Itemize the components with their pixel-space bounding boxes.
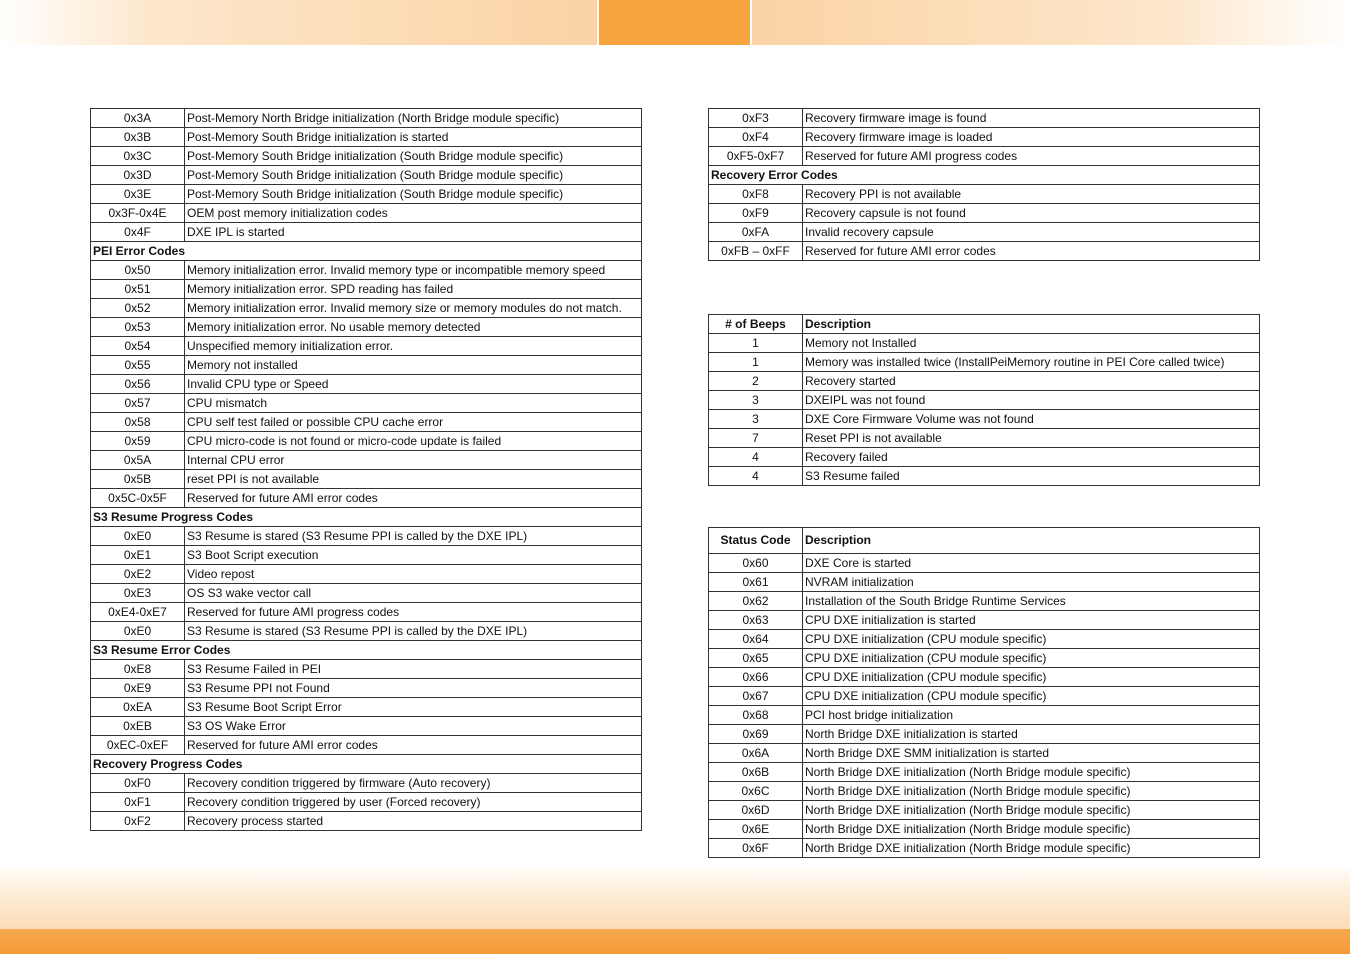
description-cell: Memory initialization error. SPD reading has failed — [185, 280, 642, 299]
table-row — [91, 603, 642, 622]
table-row — [91, 679, 642, 698]
table-row — [91, 299, 642, 318]
code-cell: 0xF2 — [91, 812, 185, 831]
description-cell: Installation of the South Bridge Runtime Services — [803, 592, 1260, 611]
description-cell: Post-Memory South Bridge initialization (South Bridge module specific) — [185, 147, 642, 166]
description-cell: Recovery capsule is not found — [803, 204, 1260, 223]
section-title: S3 Resume Progress Codes — [91, 508, 642, 527]
table-row — [709, 592, 1260, 611]
code-cell: 4 — [709, 467, 803, 486]
table-row — [91, 546, 642, 565]
code-cell: 0x66 — [709, 668, 803, 687]
header-band-right — [752, 0, 1350, 45]
code-cell: 0x50 — [91, 261, 185, 280]
table-row — [91, 413, 642, 432]
table-row — [709, 687, 1260, 706]
table-row — [709, 372, 1260, 391]
table-body — [709, 334, 1260, 486]
recovery-codes-table — [708, 108, 1260, 261]
code-cell: 0x6D — [709, 801, 803, 820]
code-cell: 3 — [709, 410, 803, 429]
description-cell: NVRAM initialization — [803, 573, 1260, 592]
table-row — [709, 554, 1260, 573]
table-row — [91, 261, 642, 280]
header-row — [709, 315, 1260, 334]
header-row — [709, 528, 1260, 554]
code-cell: 0xE4-0xE7 — [91, 603, 185, 622]
code-cell: 0xF5-0xF7 — [709, 147, 803, 166]
table-row — [91, 774, 642, 793]
code-cell: 0xE2 — [91, 565, 185, 584]
table-row — [709, 448, 1260, 467]
code-cell: 0xE8 — [91, 660, 185, 679]
description-cell: Memory not Installed — [803, 334, 1260, 353]
code-cell: 0x57 — [91, 394, 185, 413]
code-cell: 0x5C-0x5F — [91, 489, 185, 508]
code-cell: 0xE3 — [91, 584, 185, 603]
table-row — [709, 820, 1260, 839]
description-cell: Reserved for future AMI error codes — [185, 489, 642, 508]
column-header-status-code: Status Code — [709, 528, 803, 554]
description-cell: OS S3 wake vector call — [185, 584, 642, 603]
code-cell: 0x6C — [709, 782, 803, 801]
code-cell: 0xF8 — [709, 185, 803, 204]
table-row — [91, 622, 642, 641]
table-row — [709, 185, 1260, 204]
table-row — [709, 391, 1260, 410]
header-band-left — [0, 0, 597, 45]
code-cell: 0x53 — [91, 318, 185, 337]
table-row — [709, 353, 1260, 372]
table-row — [709, 744, 1260, 763]
description-cell: DXEIPL was not found — [803, 391, 1260, 410]
code-cell: 0xF3 — [709, 109, 803, 128]
table-row — [91, 660, 642, 679]
table-row — [709, 109, 1260, 128]
code-cell: 1 — [709, 334, 803, 353]
code-cell: 0xE1 — [91, 546, 185, 565]
description-cell: Reserved for future AMI progress codes — [185, 603, 642, 622]
code-cell: 7 — [709, 429, 803, 448]
table-row — [91, 451, 642, 470]
table-row — [709, 782, 1260, 801]
description-cell: Reserved for future AMI progress codes — [803, 147, 1260, 166]
pei-status-codes-table — [90, 108, 642, 831]
description-cell: S3 Resume is stared (S3 Resume PPI is called by the DXE IPL) — [185, 527, 642, 546]
table-row — [709, 801, 1260, 820]
code-cell: 0x52 — [91, 299, 185, 318]
code-cell: 0xEA — [91, 698, 185, 717]
description-cell: North Bridge DXE initialization is started — [803, 725, 1260, 744]
description-cell: Memory initialization error. Invalid memory type or incompatible memory speed — [185, 261, 642, 280]
description-cell: North Bridge DXE initialization (North Bridge module specific) — [803, 801, 1260, 820]
description-cell: S3 Resume Failed in PEI — [185, 660, 642, 679]
description-cell: Recovery firmware image is found — [803, 109, 1260, 128]
description-cell: Recovery firmware image is loaded — [803, 128, 1260, 147]
table-row — [709, 706, 1260, 725]
table-row — [91, 109, 642, 128]
table-row — [91, 489, 642, 508]
code-cell: 0xFA — [709, 223, 803, 242]
description-cell: Recovery condition triggered by firmware (Auto recovery) — [185, 774, 642, 793]
code-cell: 0x58 — [91, 413, 185, 432]
description-cell: Invalid CPU type or Speed — [185, 375, 642, 394]
table-row — [91, 717, 642, 736]
table-body — [709, 554, 1260, 858]
code-cell: 0x6A — [709, 744, 803, 763]
table-row — [91, 166, 642, 185]
table-row — [91, 375, 642, 394]
table-row — [91, 337, 642, 356]
table-row — [91, 793, 642, 812]
table-row — [709, 668, 1260, 687]
description-cell: Unspecified memory initialization error. — [185, 337, 642, 356]
description-cell: Reserved for future AMI error codes — [803, 242, 1260, 261]
description-cell: North Bridge DXE initialization (North Bridge module specific) — [803, 820, 1260, 839]
description-cell: S3 OS Wake Error — [185, 717, 642, 736]
code-cell: 0x5B — [91, 470, 185, 489]
code-cell: 0x3B — [91, 128, 185, 147]
table-row — [709, 763, 1260, 782]
description-cell: North Bridge DXE SMM initialization is started — [803, 744, 1260, 763]
description-cell: CPU mismatch — [185, 394, 642, 413]
table-row — [91, 432, 642, 451]
description-cell: CPU DXE initialization (CPU module specific) — [803, 668, 1260, 687]
description-cell: Memory not installed — [185, 356, 642, 375]
table-row — [91, 565, 642, 584]
table-row — [91, 318, 642, 337]
code-cell: 0x60 — [709, 554, 803, 573]
code-cell: 0x64 — [709, 630, 803, 649]
beep-codes-table — [708, 314, 1260, 486]
section-row — [709, 166, 1260, 185]
description-cell: DXE IPL is started — [185, 223, 642, 242]
description-cell: Invalid recovery capsule — [803, 223, 1260, 242]
description-cell: CPU micro-code is not found or micro-code update is failed — [185, 432, 642, 451]
description-cell: DXE Core Firmware Volume was not found — [803, 410, 1260, 429]
table-row — [709, 334, 1260, 353]
header-tab-block — [599, 0, 750, 45]
section-title: Recovery Progress Codes — [91, 755, 642, 774]
description-cell: S3 Resume failed — [803, 467, 1260, 486]
code-cell: 0x6E — [709, 820, 803, 839]
section-title: S3 Resume Error Codes — [91, 641, 642, 660]
code-cell: 0x6F — [709, 839, 803, 858]
description-cell: North Bridge DXE initialization (North Bridge module specific) — [803, 839, 1260, 858]
table-header — [709, 528, 1260, 554]
code-cell: 0x65 — [709, 649, 803, 668]
code-cell: 0x54 — [91, 337, 185, 356]
table-row — [709, 630, 1260, 649]
description-cell: CPU self test failed or possible CPU cache error — [185, 413, 642, 432]
table-row — [709, 839, 1260, 858]
code-cell: 0xE9 — [91, 679, 185, 698]
code-cell: 0x55 — [91, 356, 185, 375]
code-cell: 0x62 — [709, 592, 803, 611]
code-cell: 0x3A — [91, 109, 185, 128]
code-cell: 0x61 — [709, 573, 803, 592]
code-cell: 0xE0 — [91, 622, 185, 641]
section-row — [91, 242, 642, 261]
code-cell: 0x6B — [709, 763, 803, 782]
description-cell: Internal CPU error — [185, 451, 642, 470]
footer-band — [0, 865, 1350, 929]
table-row — [709, 649, 1260, 668]
table-row — [91, 584, 642, 603]
footer-bar — [0, 929, 1350, 954]
code-cell: 0x56 — [91, 375, 185, 394]
code-cell: 0xEB — [91, 717, 185, 736]
description-cell: OEM post memory initialization codes — [185, 204, 642, 223]
table-header — [709, 315, 1260, 334]
code-cell: 3 — [709, 391, 803, 410]
description-cell: Post-Memory North Bridge initialization (North Bridge module specific) — [185, 109, 642, 128]
code-cell: 0xEC-0xEF — [91, 736, 185, 755]
section-title: Recovery Error Codes — [709, 166, 1260, 185]
table-row — [709, 410, 1260, 429]
table-body — [709, 109, 1260, 261]
code-cell: 4 — [709, 448, 803, 467]
column-header-description: Description — [803, 528, 1260, 554]
column-header-description: Description — [803, 315, 1260, 334]
table-row — [709, 242, 1260, 261]
code-cell: 1 — [709, 353, 803, 372]
code-cell: 0x68 — [709, 706, 803, 725]
description-cell: DXE Core is started — [803, 554, 1260, 573]
description-cell: Memory was installed twice (InstallPeiMemory routine in PEI Core called twice) — [803, 353, 1260, 372]
table-row — [709, 204, 1260, 223]
code-cell: 0xF9 — [709, 204, 803, 223]
code-cell: 0xF4 — [709, 128, 803, 147]
code-cell: 2 — [709, 372, 803, 391]
table-row — [91, 128, 642, 147]
description-cell: CPU DXE initialization is started — [803, 611, 1260, 630]
table-row — [709, 223, 1260, 242]
description-cell: reset PPI is not available — [185, 470, 642, 489]
code-cell: 0x4F — [91, 223, 185, 242]
table-row — [91, 527, 642, 546]
code-cell: 0xFB – 0xFF — [709, 242, 803, 261]
description-cell: Recovery failed — [803, 448, 1260, 467]
section-row — [91, 508, 642, 527]
table-row — [709, 467, 1260, 486]
description-cell: S3 Resume Boot Script Error — [185, 698, 642, 717]
description-cell: Recovery condition triggered by user (Forced recovery) — [185, 793, 642, 812]
description-cell: Recovery PPI is not available — [803, 185, 1260, 204]
dxe-status-codes-table — [708, 527, 1260, 858]
code-cell: 0x3F-0x4E — [91, 204, 185, 223]
code-cell: 0x3D — [91, 166, 185, 185]
code-cell: 0xF1 — [91, 793, 185, 812]
column-header-beeps: # of Beeps — [709, 315, 803, 334]
table-row — [91, 736, 642, 755]
code-cell: 0x3E — [91, 185, 185, 204]
description-cell: S3 Resume is stared (S3 Resume PPI is called by the DXE IPL) — [185, 622, 642, 641]
code-cell: 0x59 — [91, 432, 185, 451]
description-cell: Recovery started — [803, 372, 1260, 391]
table-row — [709, 573, 1260, 592]
description-cell: CPU DXE initialization (CPU module specific) — [803, 687, 1260, 706]
description-cell: Memory initialization error. Invalid memory size or memory modules do not match. — [185, 299, 642, 318]
description-cell: PCI host bridge initialization — [803, 706, 1260, 725]
description-cell: Reset PPI is not available — [803, 429, 1260, 448]
code-cell: 0xF0 — [91, 774, 185, 793]
code-cell: 0x3C — [91, 147, 185, 166]
table-body — [91, 109, 642, 831]
table-row — [91, 223, 642, 242]
description-cell: North Bridge DXE initialization (North Bridge module specific) — [803, 782, 1260, 801]
description-cell: CPU DXE initialization (CPU module specific) — [803, 649, 1260, 668]
table-row — [709, 611, 1260, 630]
code-cell: 0x5A — [91, 451, 185, 470]
description-cell: Post-Memory South Bridge initialization is started — [185, 128, 642, 147]
description-cell: Post-Memory South Bridge initialization (South Bridge module specific) — [185, 166, 642, 185]
section-title: PEI Error Codes — [91, 242, 642, 261]
table-row — [709, 429, 1260, 448]
table-row — [709, 725, 1260, 744]
section-row — [91, 641, 642, 660]
code-cell: 0x51 — [91, 280, 185, 299]
table-row — [91, 280, 642, 299]
code-cell: 0x67 — [709, 687, 803, 706]
table-row — [91, 394, 642, 413]
code-cell: 0xE0 — [91, 527, 185, 546]
code-cell: 0x69 — [709, 725, 803, 744]
description-cell: Post-Memory South Bridge initialization (South Bridge module specific) — [185, 185, 642, 204]
table-row — [91, 204, 642, 223]
table-row — [91, 470, 642, 489]
code-cell: 0x63 — [709, 611, 803, 630]
description-cell: Video repost — [185, 565, 642, 584]
section-row — [91, 755, 642, 774]
description-cell: North Bridge DXE initialization (North Bridge module specific) — [803, 763, 1260, 782]
table-row — [91, 812, 642, 831]
description-cell: Memory initialization error. No usable memory detected — [185, 318, 642, 337]
table-row — [91, 698, 642, 717]
table-row — [709, 147, 1260, 166]
description-cell: S3 Resume PPI not Found — [185, 679, 642, 698]
table-row — [709, 128, 1260, 147]
table-row — [91, 185, 642, 204]
description-cell: Recovery process started — [185, 812, 642, 831]
description-cell: S3 Boot Script execution — [185, 546, 642, 565]
description-cell: Reserved for future AMI error codes — [185, 736, 642, 755]
table-row — [91, 356, 642, 375]
table-row — [91, 147, 642, 166]
description-cell: CPU DXE initialization (CPU module specific) — [803, 630, 1260, 649]
